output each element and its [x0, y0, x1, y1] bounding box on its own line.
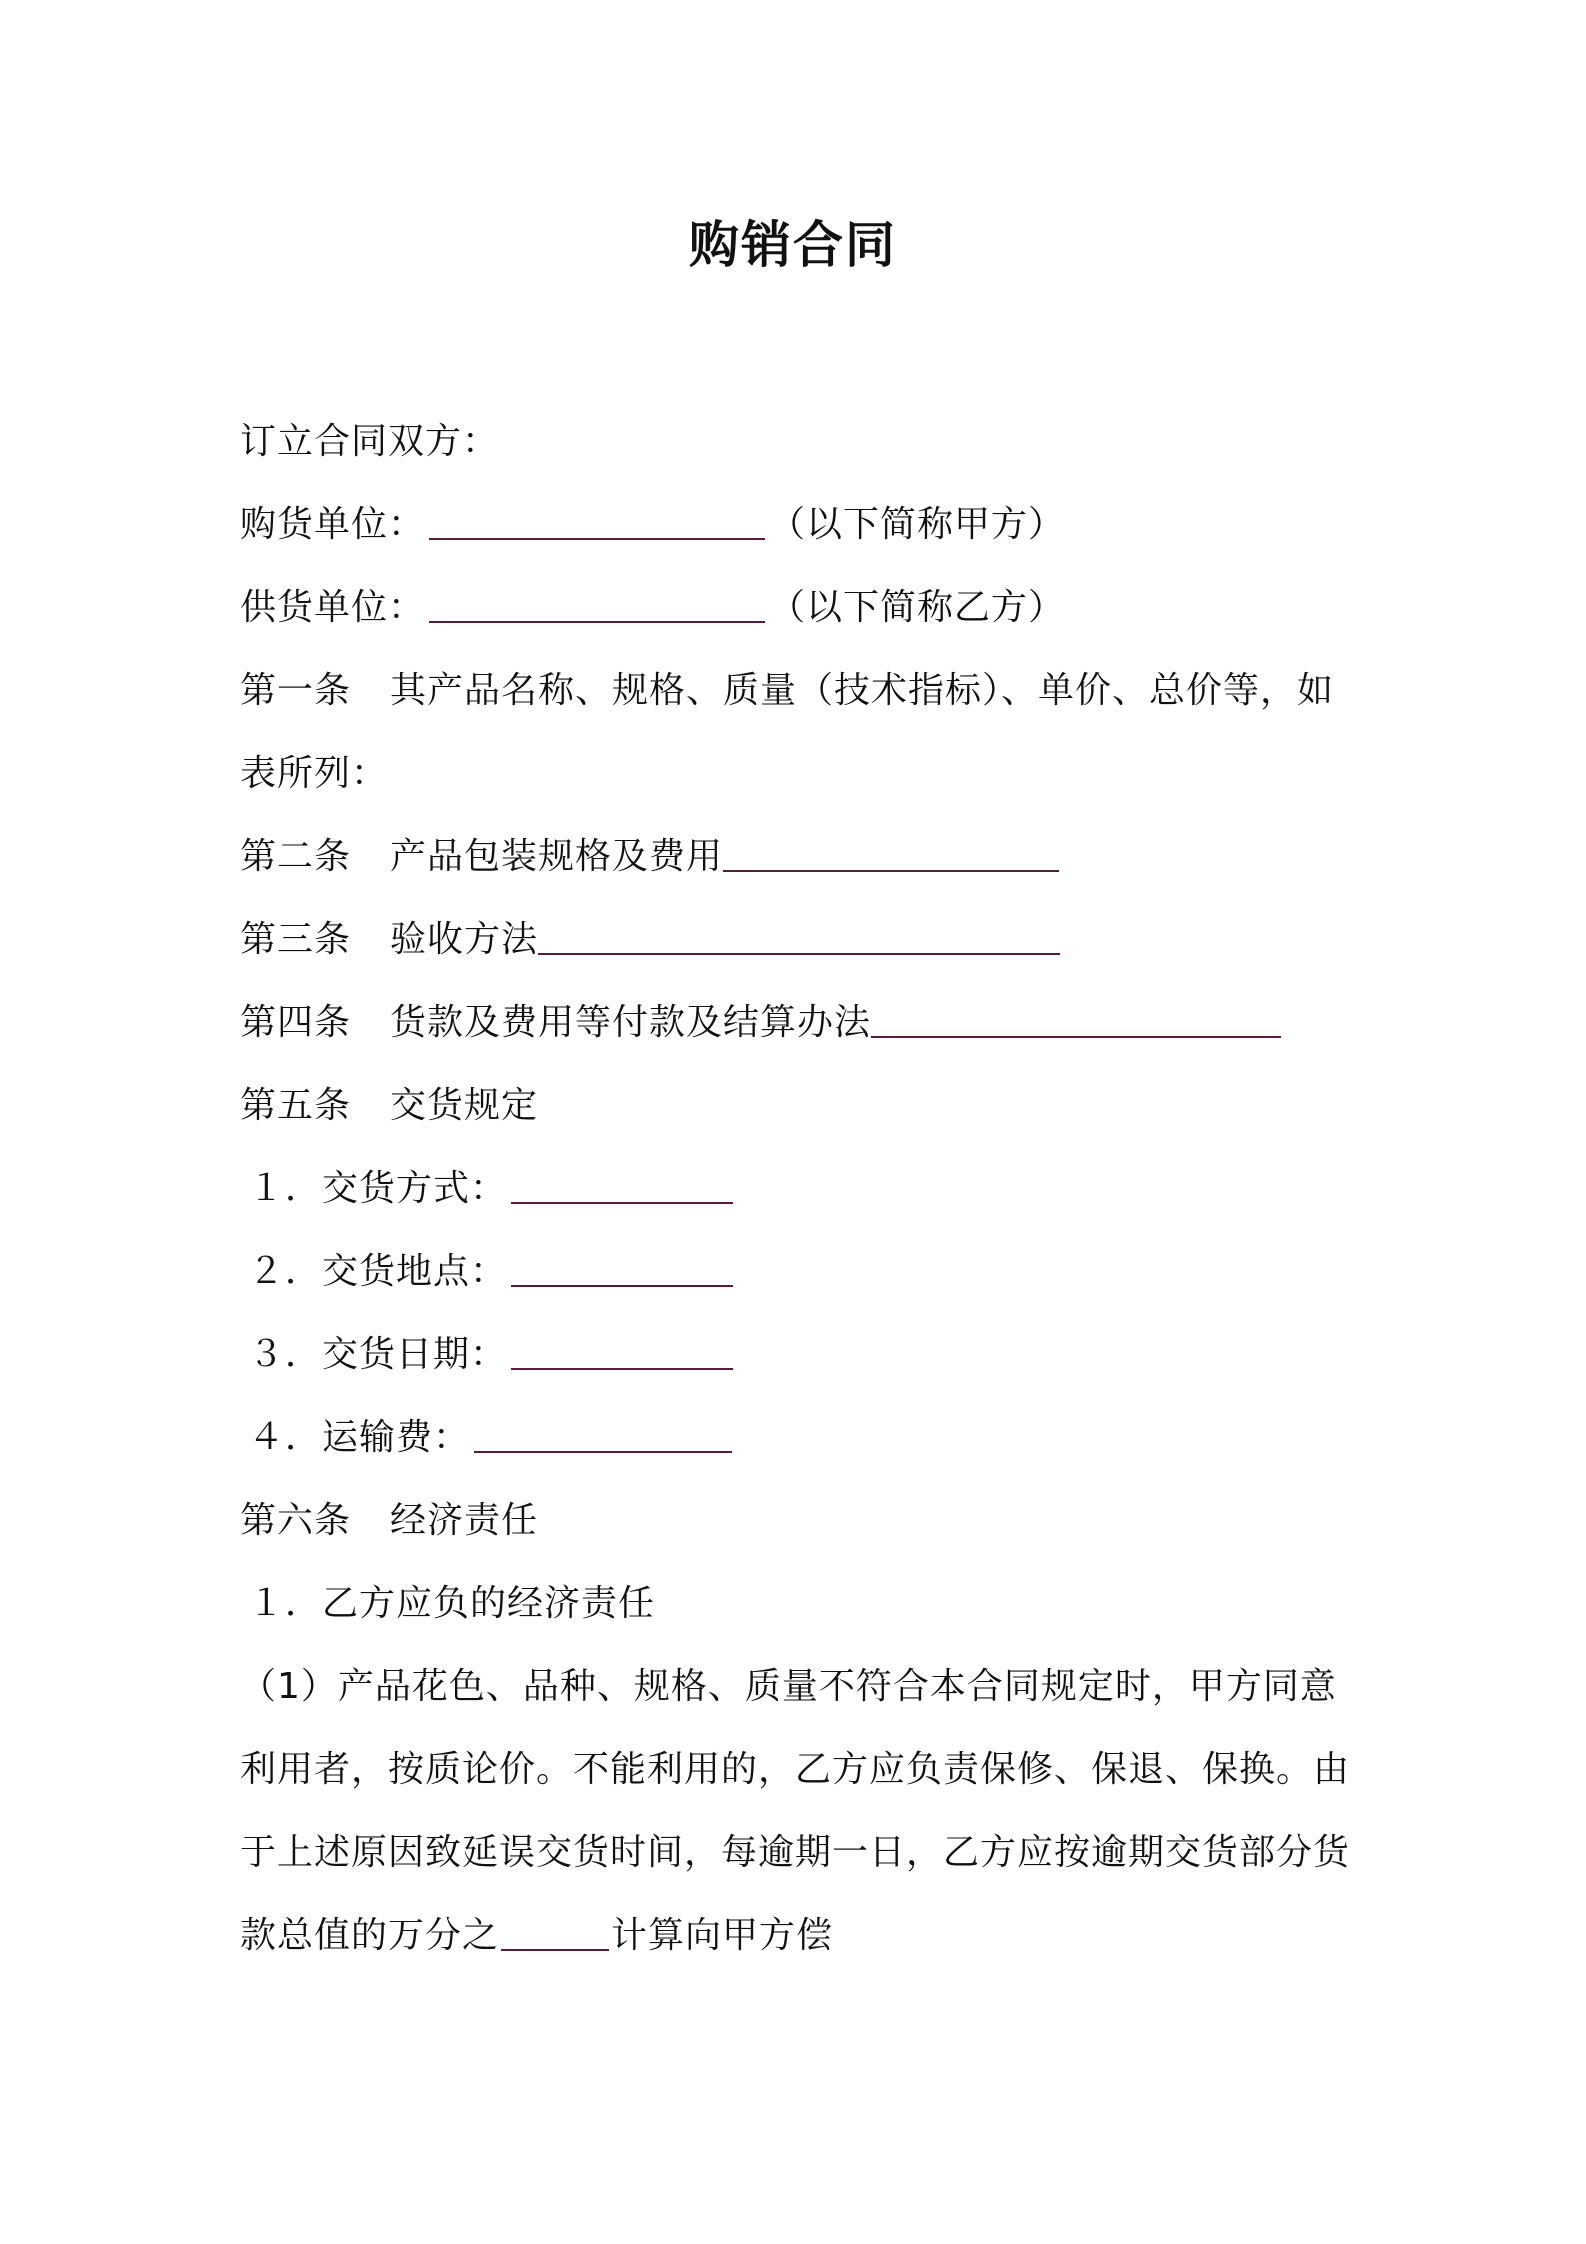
freight-line [240, 1396, 1360, 1479]
delivery-date-blank[interactable] [511, 1328, 733, 1370]
article-6-line [240, 1479, 1360, 1562]
freight-blank[interactable] [474, 1411, 732, 1453]
document-title: 购销合同 [689, 216, 897, 274]
buyer-label: 购货单位： [240, 504, 426, 545]
liability-paragraph-line-2: 利用者，按质论价。不能利用的，乙方应负责保修、保退、保换。由 [240, 1749, 1351, 1790]
buyer-line [240, 483, 1360, 566]
payment-method-blank[interactable] [871, 996, 1281, 1038]
packaging-blank[interactable] [723, 830, 1059, 872]
article-3-text: 验收方法 [390, 919, 539, 960]
article-2-line [240, 815, 1360, 898]
seller-name-blank[interactable] [429, 581, 765, 623]
seller-label: 供货单位： [240, 587, 426, 628]
acceptance-method-blank[interactable] [538, 913, 1060, 955]
delivery-method-line [240, 1147, 1360, 1230]
seller-liability-heading: １．乙方应负的经济责任 [248, 1583, 656, 1624]
contract-body [240, 400, 1360, 1977]
article-6-number: 第六条 [240, 1500, 352, 1541]
article-4-number: 第四条 [240, 1002, 352, 1043]
delivery-place-line [240, 1230, 1360, 1313]
article-1-line-2: 表所列： [240, 753, 389, 794]
delivery-method-label: １．交货方式： [248, 1168, 508, 1209]
liability-paragraph-line-4 [240, 1894, 1360, 1977]
article-1-number: 第一条 [240, 670, 352, 711]
article-6-text: 经济责任 [390, 1500, 539, 1541]
delivery-place-blank[interactable] [511, 1245, 733, 1287]
article-3-line [240, 898, 1360, 981]
seller-line [240, 566, 1360, 649]
article-3-number: 第三条 [240, 919, 352, 960]
liability-text-after-blank: 计算向甲方偿 [611, 1915, 834, 1956]
article-2-text: 产品包装规格及费用 [390, 836, 724, 877]
penalty-ratio-blank[interactable] [501, 1909, 609, 1951]
article-1-line-1 [240, 649, 1360, 732]
article-2-number: 第二条 [240, 836, 352, 877]
article-5-text: 交货规定 [390, 1085, 539, 1126]
seller-note: （以下简称乙方） [769, 587, 1066, 628]
delivery-place-label: ２．交货地点： [248, 1251, 508, 1292]
freight-label: ４．运输费： [248, 1417, 471, 1458]
article-4-text: 货款及费用等付款及结算办法 [390, 1002, 872, 1043]
buyer-note: （以下简称甲方） [769, 504, 1066, 545]
article-4-line [240, 981, 1360, 1064]
article-1-text: 其产品名称、规格、质量（技术指标）、单价、总价等，如 [390, 670, 1335, 711]
delivery-method-blank[interactable] [511, 1162, 733, 1204]
delivery-date-line [240, 1313, 1360, 1396]
delivery-date-label: ３．交货日期： [248, 1334, 508, 1375]
liability-text-before-blank: 款总值的万分之 [240, 1915, 500, 1956]
article-5-number: 第五条 [240, 1085, 352, 1126]
buyer-name-blank[interactable] [429, 498, 765, 540]
liability-paragraph-line-3: 于上述原因致延误交货时间，每逾期一日，乙方应按逾期交货部分货 [240, 1832, 1351, 1873]
liability-paragraph-line-1: （1）产品花色、品种、规格、质量不符合本合同规定时，甲方同意 [240, 1666, 1337, 1707]
article-5-line [240, 1064, 1360, 1147]
parties-heading: 订立合同双方： [240, 421, 500, 462]
